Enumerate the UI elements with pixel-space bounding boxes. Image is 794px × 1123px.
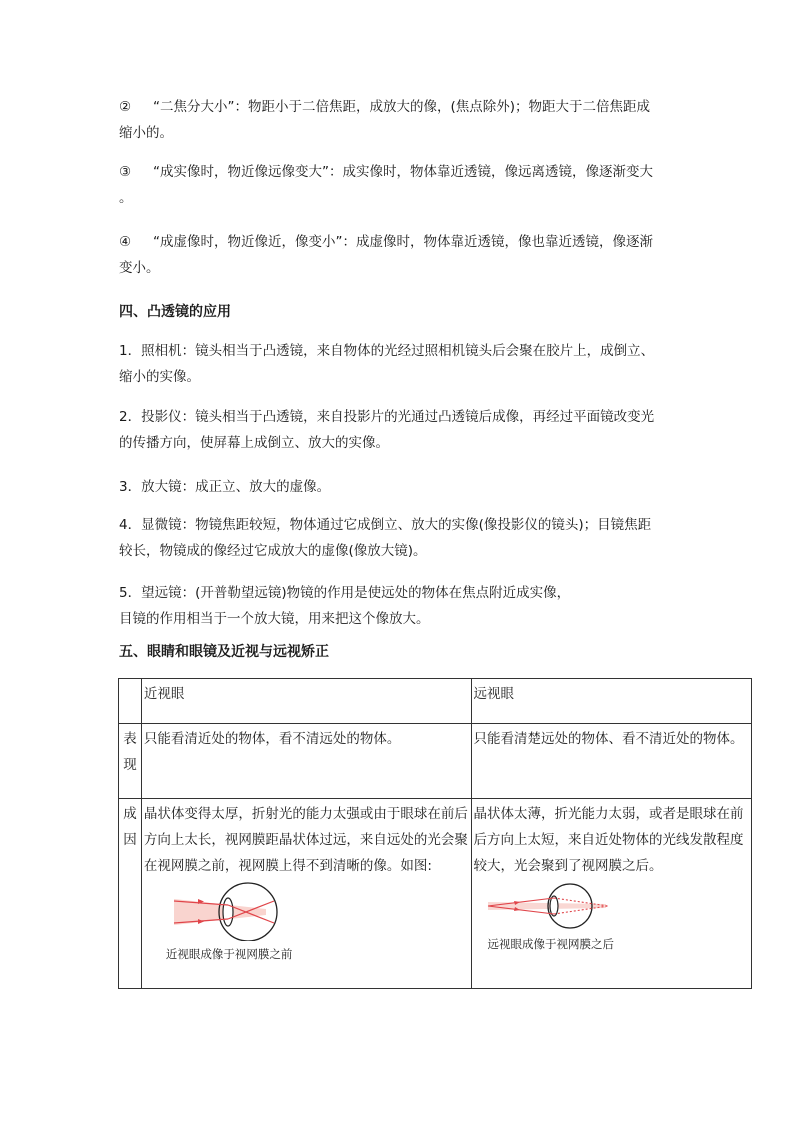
rule-2 [119,94,679,146]
rule-text-line1: “成实像时，物近像远像变大”：成实像时，物体靠近透镜，像远离透镜，像逐渐变大 [153,164,653,180]
rule-marker: ④ [119,234,132,250]
application-item [119,580,679,632]
application-line1: 2．投影仪：镜头相当于凸透镜，来自投影片的光通过凸透镜后成像，再经过平面镜改变光 [119,409,655,425]
hyperopia-cause-cell [471,799,751,989]
rule-marker: ③ [119,164,132,180]
application-line1: 5．望远镜：(开普勒望远镜)物镜的作用是使远处的物体在焦点附近成实像， [119,585,571,601]
table-row-performance [119,724,752,799]
rule-marker: ② [119,99,132,115]
application-line1: 3．放大镜：成正立、放大的虚像。 [119,479,331,495]
header-hyperopia: 远视眼 [471,679,751,724]
header-myopia: 近视眼 [141,679,471,724]
table-header-row [119,679,752,724]
section-4-title: 四、凸透镜的应用 [119,304,231,320]
myopia-cause-text: 晶状体变得太厚，折射光的能力太强或由于眼球在前后方向上太长，视网膜距晶状体过远，来自远处的光会聚在视网膜之前，视网膜上得不到清晰的像。如图: [143,806,468,874]
header-blank-cell [119,679,142,724]
application-item [119,338,679,390]
hyperopia-eye-diagram [474,881,624,931]
rule-text-line2: 缩小的。 [119,125,173,141]
table-row-cause [119,799,752,989]
row-label-cause: 成因 [119,799,142,989]
rule-text-line1: “二焦分大小”：物距小于二倍焦距，成放大的像，(焦点除外)；物距大于二倍焦距成 [153,99,651,115]
eye-comparison-table [118,678,752,989]
rule-3 [119,159,679,211]
light-beam [488,902,606,910]
rule-text-line2: 。 [119,190,133,206]
rule-text-line1: “成虚像时，物近像近，像变小”：成虚像时，物体靠近透镜，像也靠近透镜，像逐渐 [153,234,653,250]
application-line2: 的传播方向，使屏幕上成倒立、放大的实像。 [119,435,389,451]
rule-4 [119,229,679,281]
hyperopia-caption: 远视眼成像于视网膜之后 [487,937,615,951]
section-5-title: 五、眼睛和眼镜及近视与远视矫正 [119,644,329,660]
application-line1: 4．显微镜：物镜焦距较短，物体通过它成倒立、放大的实像(像投影仪的镜头)；目镜焦距 [119,517,652,533]
hyperopia-performance: 只能看清楚远处的物体、看不清近处的物体。 [471,724,751,799]
row-label-performance: 表现 [119,724,142,799]
myopia-performance: 只能看清近处的物体，看不清远处的物体。 [141,724,471,799]
application-line1: 1．照相机：镜头相当于凸透镜，来自物体的光经过照相机镜头后会聚在胶片上，成倒立、 [119,343,655,359]
myopia-cause-cell [141,799,471,989]
myopia-eye-diagram [144,881,304,941]
myopia-caption: 近视眼成像于视网膜之前 [165,947,293,961]
application-line2: 缩小的实像。 [119,369,200,385]
application-item [119,404,679,456]
application-item [119,512,679,564]
hyperopia-cause-text: 晶状体太薄，折光能力太弱，或者是眼球在前后方向上太短，来自近处物体的光线发散程度较大，光会聚到了视网膜之后。 [473,806,744,874]
eye-lens [223,898,233,926]
application-line2: 目镜的作用相当于一个放大镜，用来把这个像放大。 [119,611,430,627]
application-item [119,474,679,500]
application-line2: 较长，物镜成的像经过它成放大的虚像(像放大镜)。 [119,543,427,559]
rule-text-line2: 变小。 [119,260,160,276]
eye-lens [550,896,558,916]
